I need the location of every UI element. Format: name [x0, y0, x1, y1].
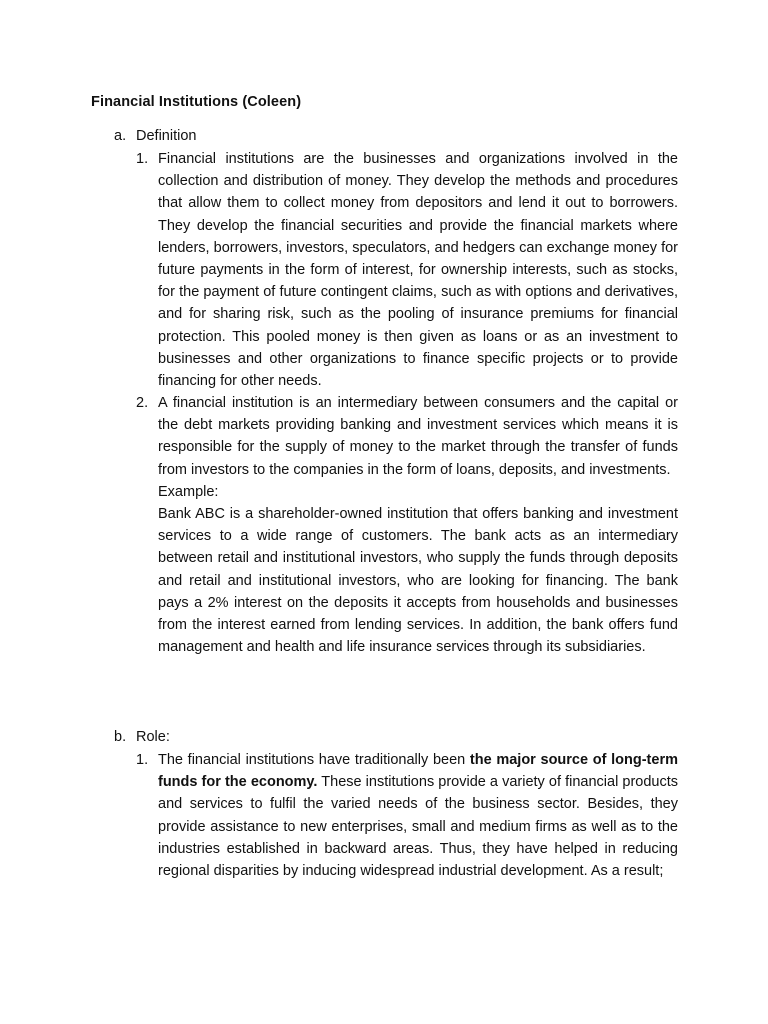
section-a-marker: a. [114, 128, 127, 144]
list-item-number: 1. [136, 752, 149, 768]
example-label: Example: [158, 483, 219, 500]
section-a-label: Definition [136, 128, 197, 144]
paragraph-text: These institutions provide a variety of financial products and services to fulfil the varied needs of the business sector. Besides, they provide assistance to new enterprises, small and medium firms as well as to the industries established in backward areas. Thus, they have helped in reducing regional disparities by inducing widespread industrial development. As a result; [158, 774, 678, 880]
list-item [136, 749, 678, 904]
section-b-marker: b. [114, 729, 127, 745]
document-title: Financial Institutions (Coleen) [91, 94, 302, 110]
paragraph: Financial institutions are the businesses and organizations involved in the collection and distribution of money. They develop the methods and procedures that allow them to collect money from depositors and lend it out to borrowers. They develop the financial securities and provide the financial markets where lenders, borrowers, investors, speculators, and hedgers can exchange money for future payments in the form of interest, for ownership interests, such as stocks, for the payment of future contingent claims, such as with options and derivatives, and for sharing risk, such as the pooling of insurance premiums for financial protection. This pooled money is then given as loans or as an investment to businesses and other organizations to finance specific projects or to provide financing for other needs. [158, 151, 678, 390]
section-b-label: Role: [136, 729, 170, 745]
paragraph: A financial institution is an intermediary between consumers and the capital or the debt markets providing banking and investment services which means it is responsible for the supply of money to the market through the transfer of funds from investors to the companies in the form of loans, deposits, and investments. [158, 395, 678, 478]
section-a-heading [114, 128, 314, 148]
section-b-heading [114, 729, 314, 749]
list-item [136, 148, 678, 393]
list-item-body [158, 392, 678, 658]
example-paragraph: Bank ABC is a shareholder-owned institution that offers banking and investment services to a wide range of customers. The bank acts as an intermediary between retail and institutional investors, who supply the funds through deposits and retail and institutional investors, who are looking for financing. The bank pays a 2% interest on the deposits it accepts from households and businesses from the interest earned from lending services. In addition, the bank offers fund management and health and life insurance services through its subsidiaries. [158, 506, 678, 656]
paragraph [158, 749, 678, 882]
list-item-number: 2. [136, 395, 149, 411]
list-item [136, 392, 678, 704]
list-item-number: 1. [136, 151, 149, 167]
paragraph-text: The financial institutions have traditionally been [158, 752, 470, 768]
list-item-body [158, 749, 678, 882]
list-item-body [158, 148, 678, 392]
emphasized-text: the major source of long-term funds for the economy. [158, 752, 678, 791]
